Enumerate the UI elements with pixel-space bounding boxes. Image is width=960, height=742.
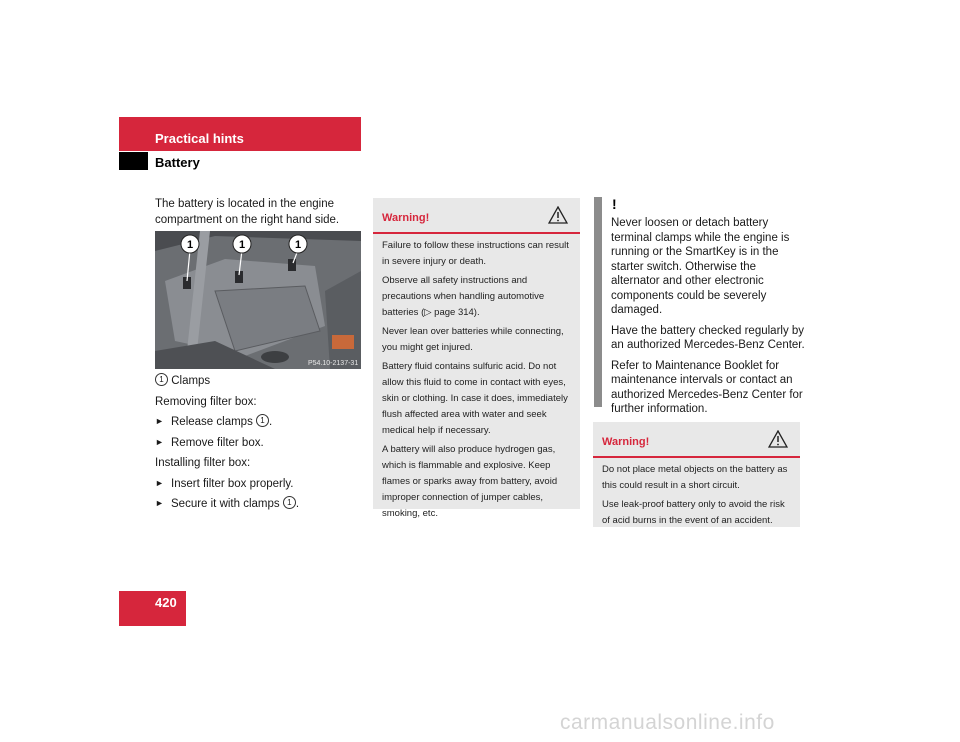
battery-photo: [155, 231, 361, 369]
subsection-title: Battery: [155, 155, 200, 170]
section-title: Practical hints: [155, 131, 244, 146]
intro-text: The battery is located in the engine compartment on the right hand side.: [155, 198, 340, 226]
triangle-bullet-icon: ►: [155, 436, 164, 447]
warning-divider: [373, 232, 580, 234]
removing-step-1: ► Release clamps 1 .: [155, 414, 365, 435]
warning-box-short-circuit: [593, 422, 800, 527]
image-code: P54.10-2137-31: [308, 360, 359, 367]
removing-step-2: ► Remove filter box.: [155, 435, 365, 456]
warning-title: Warning!: [382, 212, 430, 224]
warning-triangle-icon: [768, 430, 788, 448]
header-marker: [119, 152, 148, 170]
svg-text:1: 1: [238, 239, 246, 251]
warning-body: Failure to follow these instructions can result in severe injury or death. Observe all safety instructions and precautions when handling automotive batteries (▷ page 314). Never lean over batteries while connecting, you might get injured. Battery fluid contains sulfuric acid. Do not allow this fluid to come in contact with eyes, skin or clothing. In case it does, immediately flush affected area with water and seek medical help if necessary. A battery will also produce hydrogen gas, which is flammable and explosive. Keep flames or sparks away from battery, avoid improper connection of jumper cables, smoking, etc.: [382, 240, 569, 519]
warning-title: Warning!: [602, 436, 650, 448]
engine-compartment-illustration: [155, 231, 361, 369]
note-bar: [594, 197, 602, 407]
triangle-bullet-icon: ►: [155, 477, 164, 488]
warning-box-battery: [373, 198, 580, 519]
callout-1a: [181, 235, 199, 253]
svg-text:1: 1: [186, 239, 194, 251]
removing-heading: Removing filter box:: [155, 395, 257, 408]
note-text: Never loosen or detach battery terminal clamps while the engine is running or the SmartKey is in the starter switch. Otherwise the alternator and other electronic components could be severely damaged. Have the battery checked regularly by an authorized Mercedes-Benz Center. Refer to Maintenance Booklet for maintenance intervals or contact an authorized Mercedes-Benz Center for further information.: [611, 217, 805, 415]
watermark: carmanualsonline.info: [560, 711, 775, 734]
legend-item: 1 Clamps: [155, 373, 365, 394]
warning-triangle-icon: [548, 206, 568, 224]
triangle-bullet-icon: ►: [155, 416, 164, 426]
triangle-bullet-icon: ►: [155, 498, 164, 508]
installing-step-1: ► Insert filter box properly.: [155, 476, 365, 497]
svg-text:1: 1: [294, 239, 302, 251]
warning-divider: [593, 456, 800, 458]
warning-body: Do not place metal objects on the battery as this could result in a short circuit. Use leak-proof battery only to avoid the risk of acid burns in the event of an accident.: [602, 464, 788, 526]
callout-1b: [233, 235, 251, 253]
exclamation-icon: !: [612, 196, 617, 212]
callout-1c: [289, 235, 307, 253]
installing-step-2: ► Secure it with clamps 1 .: [155, 496, 365, 517]
page-number: 420: [155, 595, 177, 610]
installing-heading: Installing filter box:: [155, 457, 251, 469]
procedure-steps: [155, 373, 365, 517]
